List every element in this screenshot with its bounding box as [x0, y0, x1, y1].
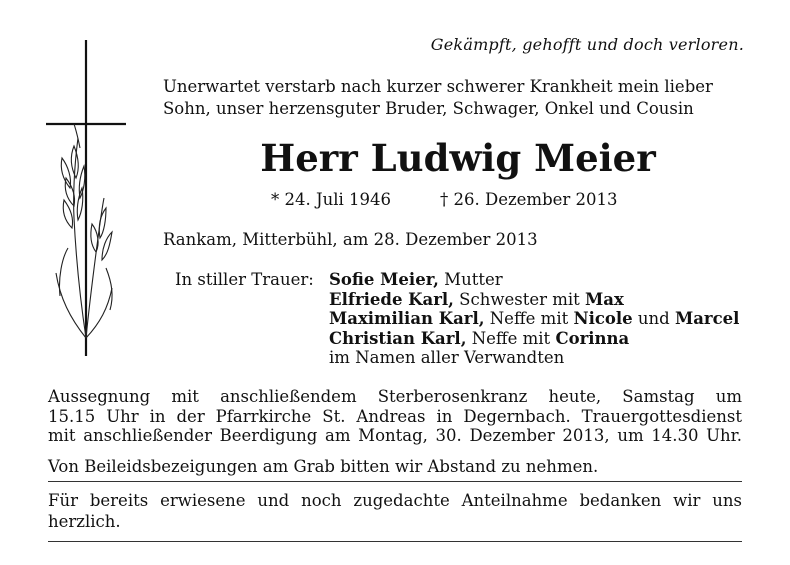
mourner-relation: Neffe mit — [466, 328, 556, 348]
intro-line: Unerwartet verstarb nach kurzer schwerer Krankheit mein lieber — [163, 77, 713, 96]
condolence-note: Von Beileidsbezeigungen am Grab bitten wir Abstand zu nehmen. — [48, 457, 599, 476]
intro-text — [163, 76, 753, 120]
birth-date: * 24. Juli 1946 — [271, 190, 392, 209]
mourner-name: Corinna — [555, 328, 630, 348]
funeral-line: Aussegnung mit anschließendem Sterberosenkranz heute, Samstag um — [48, 387, 742, 406]
intro-line: Sohn, unser herzensguter Bruder, Schwager, Onkel und Cousin — [163, 99, 694, 118]
mourner-name: Sofie Meier, — [329, 270, 439, 289]
mourner-name: Elfriede Karl, — [329, 289, 454, 309]
mourner-row — [329, 290, 739, 310]
mourner-name: Christian Karl, — [329, 328, 467, 348]
funeral-info — [48, 387, 742, 446]
thanks-line: Für bereits erwiesene und noch zugedachte Anteilnahme bedanken wir uns — [48, 491, 742, 510]
mourner-relation: Mutter — [438, 270, 503, 289]
mourner-name: Nicole — [573, 309, 633, 328]
thanks-line: herzlich. — [48, 512, 121, 531]
thanks-text — [48, 490, 742, 532]
death-date: † 26. Dezember 2013 — [440, 190, 618, 209]
divider — [48, 541, 742, 542]
deceased-name: Herr Ludwig Meier — [260, 136, 656, 180]
place-and-date: Rankam, Mitterbühl, am 28. Dezember 2013 — [163, 230, 538, 249]
mourner-relation: Schwester mit — [453, 289, 586, 309]
motto: Gekämpft, gehofft und doch verloren. — [430, 35, 744, 54]
mourner-name: Max — [585, 289, 624, 309]
mourner-relation: Neffe mit — [484, 309, 574, 328]
mourning-label: In stiller Trauer: — [175, 270, 314, 289]
mourner-row — [329, 309, 739, 329]
funeral-line: 15.15 Uhr in der Pfarrkirche St. Andreas in Degernbach. Trauergottesdienst — [48, 406, 742, 426]
mourner-name: Marcel — [674, 309, 740, 328]
mourner-row — [329, 329, 739, 349]
mourner-row — [329, 270, 739, 290]
mourner-row: im Namen aller Verwandten — [329, 348, 565, 367]
cross-with-wheat-icon — [40, 38, 130, 358]
mourner-name: Maximilian Karl, — [329, 309, 485, 328]
funeral-line: mit anschließender Beerdigung am Montag, 30. Dezember 2013, um 14.30 Uhr. — [48, 426, 742, 445]
mourner-relation: und — [632, 309, 675, 328]
divider — [48, 481, 742, 482]
mourners-list — [329, 270, 739, 368]
